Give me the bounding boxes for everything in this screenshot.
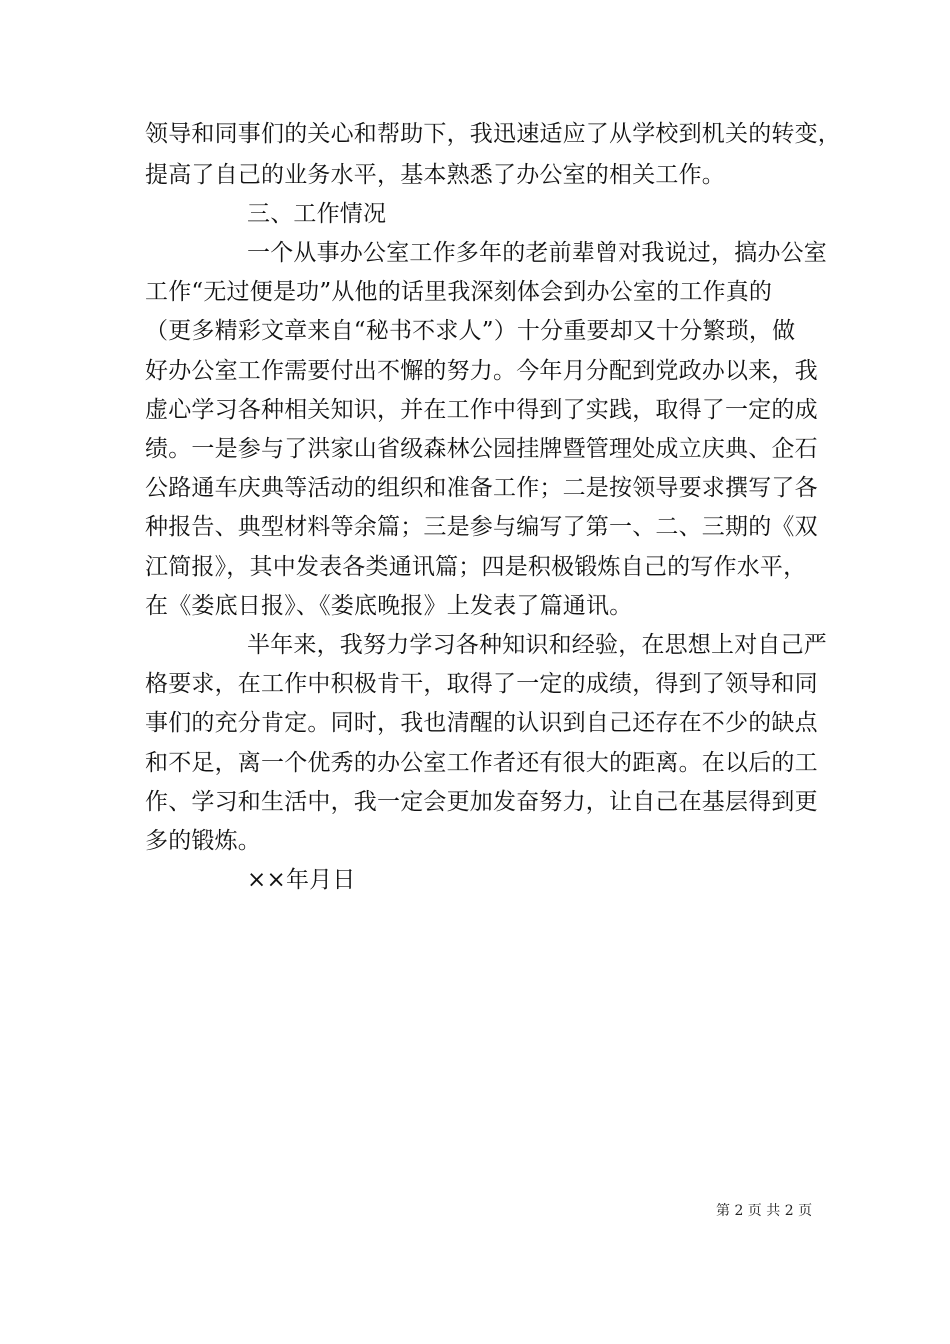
paragraph-line: 提高了自己的业务水平，基本熟悉了办公室的相关工作。	[145, 162, 725, 188]
paragraph-line: 公路通车庆典等活动的组织和准备工作；二是按领导要求撰写了各	[145, 475, 818, 501]
paragraph-line: 绩。一是参与了洪家山省级森林公园挂牌暨管理处成立庆典、企石	[145, 436, 818, 462]
paragraph-line: 好办公室工作需要付出不懈的努力。今年月分配到党政办以来，我	[145, 358, 818, 384]
paragraph-line: 在《娄底日报》、《娄底晚报》上发表了篇通讯。	[145, 593, 633, 619]
paragraph-line: 工作“无过便是功”从他的话里我深刻体会到办公室的工作真的	[145, 279, 773, 305]
section-heading: 三、工作情况	[247, 201, 387, 227]
paragraph-line: 多的锻炼。	[145, 828, 261, 854]
paragraph-line: 领导和同事们的关心和帮助下，我迅速适应了从学校到机关的转变，	[145, 121, 841, 147]
paragraph-line: 半年来，我努力学习各种知识和经验，在思想上对自己严	[247, 632, 827, 658]
paragraph-line: 一个从事办公室工作多年的老前辈曾对我说过，搞办公室	[247, 240, 827, 266]
page-number-footer: 第 2 页 共 2 页	[716, 1203, 813, 1219]
paragraph-line: 种报告、典型材料等余篇；三是参与编写了第一、二、三期的《双	[145, 514, 818, 540]
paragraph-line: （更多精彩文章来自“秘书不求人”）十分重要却又十分繁琐，做	[145, 318, 796, 344]
date-line: ××年月日	[247, 867, 356, 893]
paragraph-line: 和不足，离一个优秀的办公室工作者还有很大的距离。在以后的工	[145, 750, 818, 776]
paragraph-line: 作、学习和生活中，我一定会更加发奋努力，让自己在基层得到更	[145, 789, 818, 815]
paragraph-line: 虚心学习各种相关知识，并在工作中得到了实践，取得了一定的成	[145, 397, 818, 423]
paragraph-line: 格要求，在工作中积极肯干，取得了一定的成绩，得到了领导和同	[145, 671, 818, 697]
paragraph-line: 江简报》，其中发表各类通讯篇；四是积极锻炼自己的写作水平，	[145, 554, 807, 580]
paragraph-line: 事们的充分肯定。同时，我也清醒的认识到自己还存在不少的缺点	[145, 710, 818, 736]
